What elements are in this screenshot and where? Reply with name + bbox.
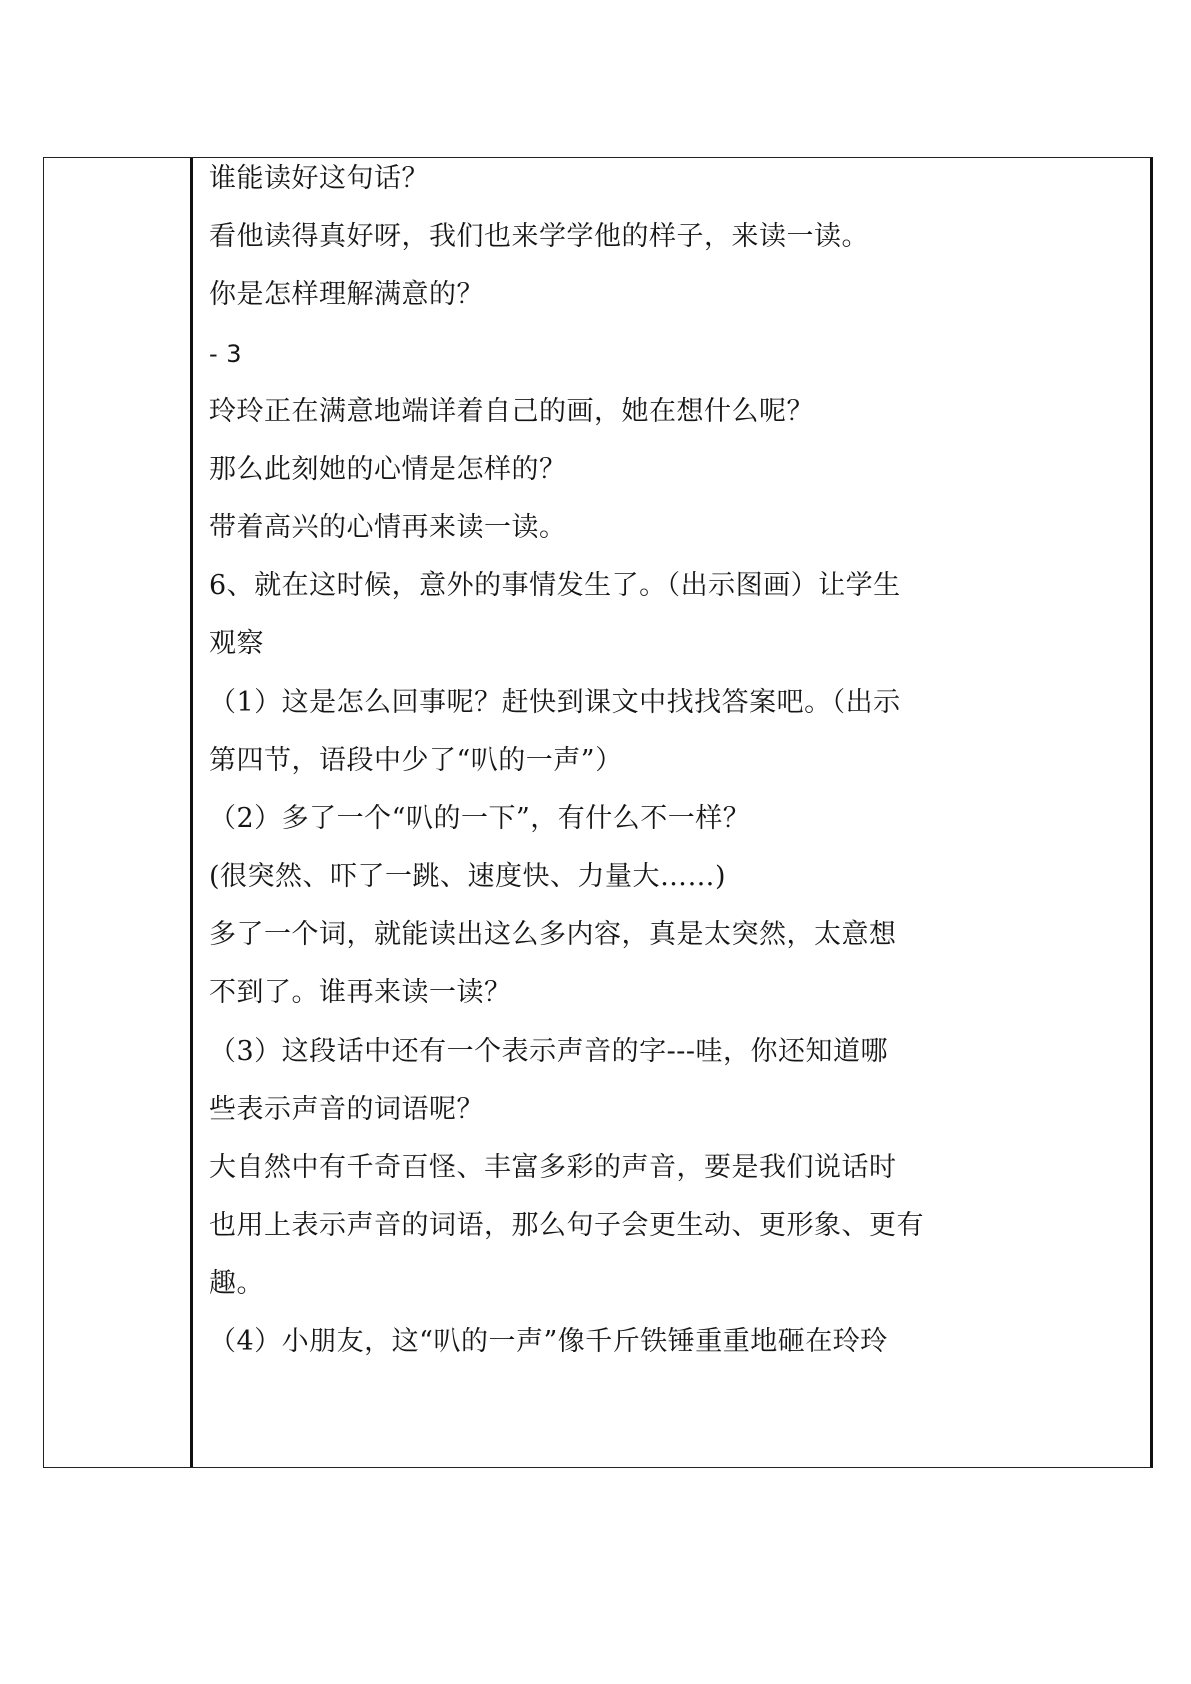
text-line: 也用上表示声音的词语，那么句子会更生动、更形象、更有	[209, 1210, 924, 1241]
text-line: 你是怎样理解满意的？	[209, 279, 484, 310]
text-line: 看他读得真好呀，我们也来学学他的样子，来读一读。	[209, 221, 869, 252]
text-line: 多了一个词，就能读出这么多内容，真是太突然，太意想	[209, 919, 897, 950]
text-line: （3）这段话中还有一个表示声音的字---哇，你还知道哪	[209, 1036, 889, 1067]
text-line: 谁能读好这句话？	[209, 163, 429, 194]
table-left-cell	[44, 158, 193, 1467]
text-line: 些表示声音的词语呢？	[209, 1094, 484, 1125]
text-line: (很突然、吓了一跳、速度快、力量大……)	[209, 861, 727, 892]
lesson-plan-table	[43, 157, 1153, 1468]
text-line: 6、就在这时候，意外的事情发生了。（出示图画）让学生	[209, 570, 901, 601]
text-line: 趣。	[209, 1268, 264, 1299]
text-line: 第四节，语段中少了“叭的一声”）	[209, 745, 623, 776]
text-line: 那么此刻她的心情是怎样的？	[209, 454, 567, 485]
text-line: 大自然中有千奇百怪、丰富多彩的声音，要是我们说话时	[209, 1152, 897, 1183]
text-line: 玲玲正在满意地端详着自己的画，她在想什么呢？	[209, 396, 814, 427]
page-number-marker: - 3	[209, 340, 243, 368]
text-line: （4）小朋友，这“叭的一声”像千斤铁锤重重地砸在玲玲	[209, 1326, 888, 1357]
text-line: 不到了。谁再来读一读？	[209, 977, 512, 1008]
text-line: （1）这是怎么回事呢？赶快到课文中找找答案吧。（出示	[209, 687, 901, 718]
text-line: （2）多了一个“叭的一下”，有什么不一样？	[209, 803, 751, 834]
text-line: 带着高兴的心情再来读一读。	[209, 512, 567, 543]
text-line: 观察	[209, 628, 264, 659]
table-content-cell	[196, 158, 1150, 1467]
